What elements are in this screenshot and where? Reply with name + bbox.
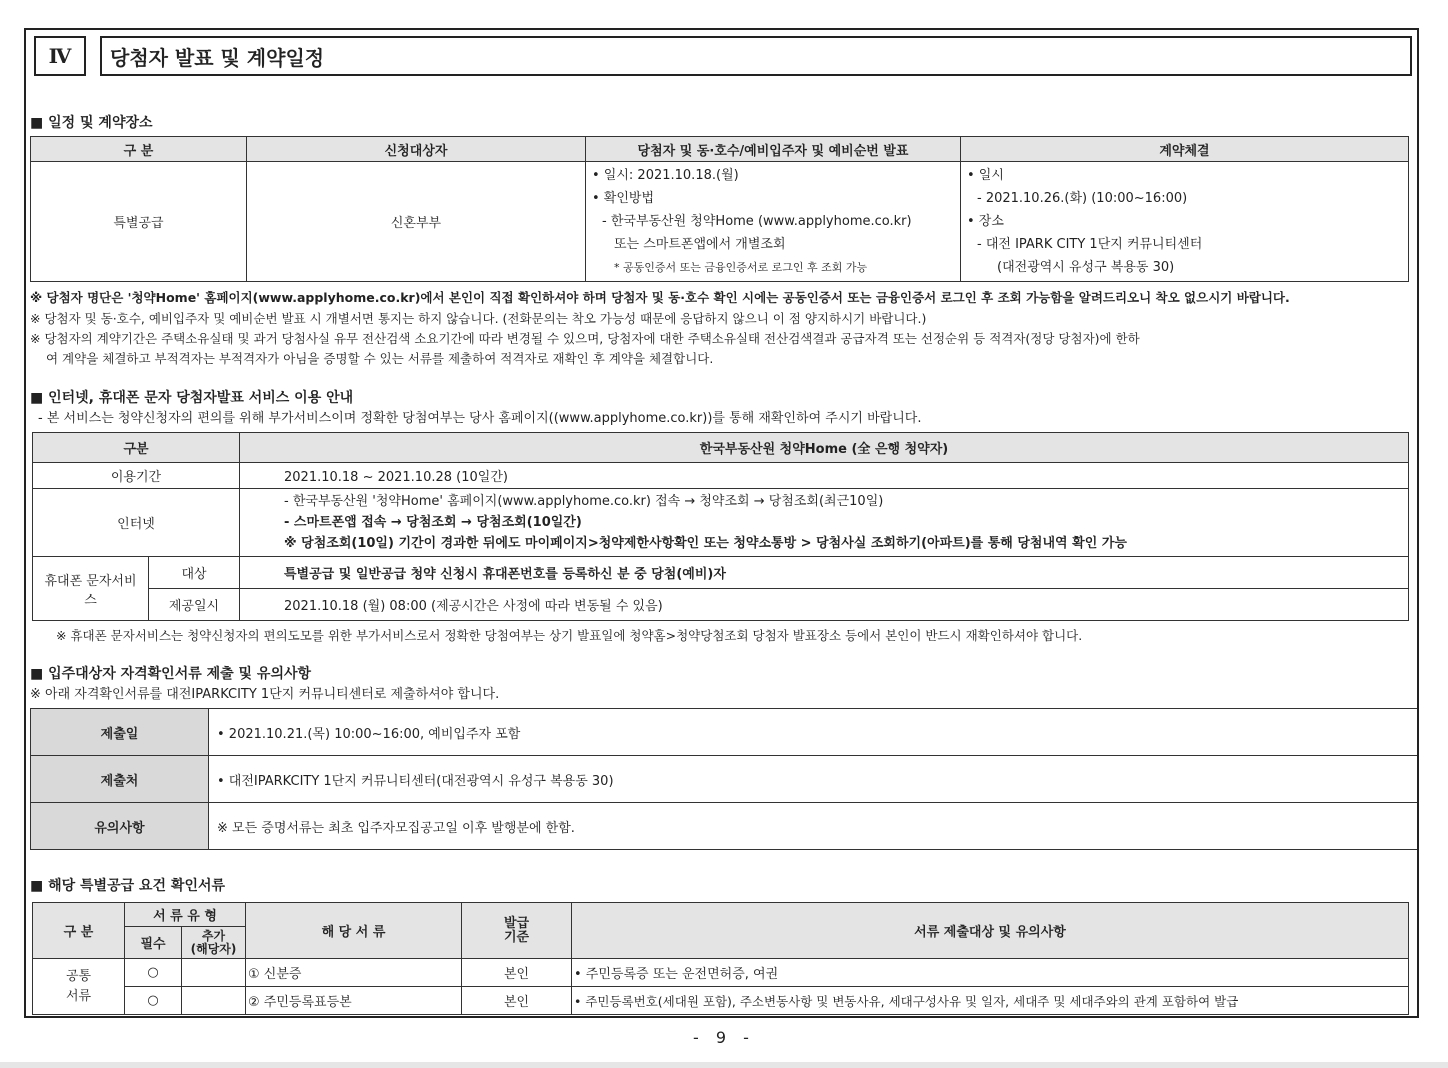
doc-row-value: • 대전IPARKCITY 1단지 커뮤니티센터(대전광역시 유성구 복용동 30) (209, 756, 1420, 803)
special-header-required: 필수 (125, 927, 182, 959)
special-header-category: 구 분 (33, 903, 125, 959)
special-note: • 주민등록번호(세대원 포함), 주소변동사항 및 변동사유, 세대구성사유 및 일자, 세대주 및 세대주와의 관계 포함하여 발급 (572, 987, 1409, 1015)
sms-date-value: 2021.10.18 (월) 08:00 (제공시간은 사정에 따라 변동될 수 있음) (240, 589, 1409, 621)
special-note: • 주민등록증 또는 운전면허증, 여권 (572, 959, 1409, 987)
special-issue: 본인 (462, 987, 572, 1015)
special-group-label: 공통 서류 (33, 959, 125, 1015)
schedule-header-contract: 계약체결 (961, 137, 1409, 162)
special-additional (182, 959, 246, 987)
schedule-header-category: 구 분 (31, 137, 247, 162)
announce-line: • 확인방법 (592, 191, 655, 206)
period-label: 이용기간 (33, 463, 240, 489)
internet-line: - 스마트폰앱 접속 → 당첨조회 → 당첨조회(10일간) (284, 515, 582, 530)
doc-row-value: • 2021.10.21.(목) 10:00~16:00, 예비입주자 포함 (209, 709, 1420, 756)
announce-line: * 공동인증서 또는 금융인증서로 로그인 후 조회 가능 (614, 261, 868, 274)
special-table (32, 902, 1409, 1015)
special-header-doc-type: 서 류 유 형 (125, 903, 246, 927)
special-issue: 본인 (462, 959, 572, 987)
schedule-announce (586, 162, 961, 282)
internet-table (32, 432, 1409, 621)
section-number: Ⅳ (34, 36, 86, 76)
page-number: - 9 - (693, 1028, 755, 1047)
sms-target-value: 특별공급 및 일반공급 청약 신청시 휴대폰번호를 등록하신 분 중 당첨(예비)자 (240, 557, 1409, 589)
internet-line: ※ 당첨조회(10일) 기간이 경과한 뒤에도 마이페이지>청약제한사항확인 또는 청약소통방 > 당첨사실 조회하기(아파트)를 통해 당첨내역 확인 가능 (284, 536, 1127, 551)
documents-table (30, 708, 1419, 850)
internet-line: - 한국부동산원 '청약Home' 홈페이지(www.applyhome.co.kr) 접속 → 청약조회 → 당첨조회(최근10일) (284, 494, 884, 509)
documents-intro: ※ 아래 자격확인서류를 대전IPARKCITY 1단지 커뮤니티센터로 제출하셔야 합니다. (30, 687, 500, 702)
page-frame (24, 28, 1419, 1018)
schedule-category: 특별공급 (31, 162, 247, 282)
sms-target-label: 대상 (149, 557, 240, 589)
special-doc: ① 신분증 (246, 959, 462, 987)
schedule-header-announce: 당첨자 및 동·호수/예비입주자 및 예비순번 발표 (586, 137, 961, 162)
internet-header-category: 구분 (33, 433, 240, 463)
internet-label: 인터넷 (33, 489, 240, 557)
special-header-additional: 추가 (해당자) (182, 927, 246, 959)
doc-row-label: 제출일 (31, 709, 209, 756)
internet-footnote: ※ 휴대폰 문자서비스는 청약신청자의 편의도모를 위한 부가서비스로서 정확한 당첨여부는 상기 발표일에 청약홈>청약당첨조회 당첨자 발표장소 등에서 본인이 반드시 재확인하셔야 합니다. (56, 628, 1083, 643)
bottom-bar (0, 1062, 1448, 1068)
schedule-contract (961, 162, 1409, 282)
contract-line: - 2021.10.26.(화) (10:00~16:00) (977, 191, 1188, 206)
announce-line: - 한국부동산원 청약Home (www.applyhome.co.kr) (602, 214, 912, 229)
internet-lines (240, 489, 1409, 557)
special-doc: ② 주민등록표등본 (246, 987, 462, 1015)
special-additional (182, 987, 246, 1015)
documents-heading: ■ 입주대상자 자격확인서류 제출 및 유의사항 (30, 666, 312, 682)
special-required: ○ (125, 987, 182, 1015)
sms-label: 휴대폰 문자서비스 (33, 557, 149, 621)
special-heading: ■ 해당 특별공급 요건 확인서류 (30, 878, 226, 894)
special-header-issue: 발급 기준 (462, 903, 572, 959)
doc-row-label: 유의사항 (31, 803, 209, 850)
section-header (34, 36, 1412, 76)
announce-line: • 일시: 2021.10.18.(월) (592, 168, 739, 183)
doc-row-value: ※ 모든 증명서류는 최초 입주자모집공고일 이후 발행분에 한함. (209, 803, 1420, 850)
announce-line: 또는 스마트폰앱에서 개별조회 (614, 237, 786, 252)
period-value: 2021.10.18 ~ 2021.10.28 (10일간) (240, 463, 1409, 489)
schedule-note: ※ 당첨자의 계약기간은 주택소유실태 및 과거 당첨사실 유무 전산검색 소요기간에 따라 변경될 수 있으며, 당첨자에 대한 주택소유실태 전산검색결과 공급자격 또는 선정순위 등 적격자(정당 당첨자)에 한하 (30, 331, 1140, 346)
contract-line: (대전광역시 유성구 복용동 30) (997, 260, 1175, 275)
internet-heading: ■ 인터넷, 휴대폰 문자 당첨자발표 서비스 이용 안내 (30, 390, 354, 406)
contract-line: - 대전 IPARK CITY 1단지 커뮤니티센터 (977, 237, 1203, 252)
doc-row-label: 제출처 (31, 756, 209, 803)
internet-header-service: 한국부동산원 청약Home (全 은행 청약자) (240, 433, 1409, 463)
schedule-note: ※ 당첨자 및 동·호수, 예비입주자 및 예비순번 발표 시 개별서면 통지는 하지 않습니다. (전화문의는 착오 가능성 때문에 응답하지 않으니 이 점 양지하시기 바랍니다.) (30, 311, 927, 326)
contract-line: • 일시 (967, 168, 1004, 183)
special-required: ○ (125, 959, 182, 987)
schedule-header-applicant: 신청대상자 (247, 137, 586, 162)
schedule-note: 여 계약을 체결하고 부적격자는 부적격자가 아님을 증명할 수 있는 서류를 제출하여 적격자로 재확인 후 계약을 체결합니다. (46, 351, 714, 366)
section-title: 당첨자 발표 및 계약일정 (100, 36, 1412, 76)
internet-intro: - 본 서비스는 청약신청자의 편의를 위해 부가서비스이며 정확한 당첨여부는 당사 홈페이지((www.applyhome.co.kr))를 통해 재확인하여 주시기 바랍니다. (38, 411, 922, 426)
special-header-notes: 서류 제출대상 및 유의사항 (572, 903, 1409, 959)
special-header-doc: 해 당 서 류 (246, 903, 462, 959)
schedule-table (30, 136, 1409, 282)
sms-date-label: 제공일시 (149, 589, 240, 621)
schedule-note: ※ 당첨자 명단은 '청약Home' 홈페이지(www.applyhome.co.kr)에서 본인이 직접 확인하셔야 하며 당첨자 및 동·호수 확인 시에는 공동인증서 또는 금융인증서 로그인 후 조회 가능함을 알려드리오니 착오 없으시기 바랍니다. (30, 290, 1290, 305)
contract-line: • 장소 (967, 214, 1004, 229)
schedule-heading: ■ 일정 및 계약장소 (30, 115, 153, 131)
schedule-applicant: 신혼부부 (247, 162, 586, 282)
